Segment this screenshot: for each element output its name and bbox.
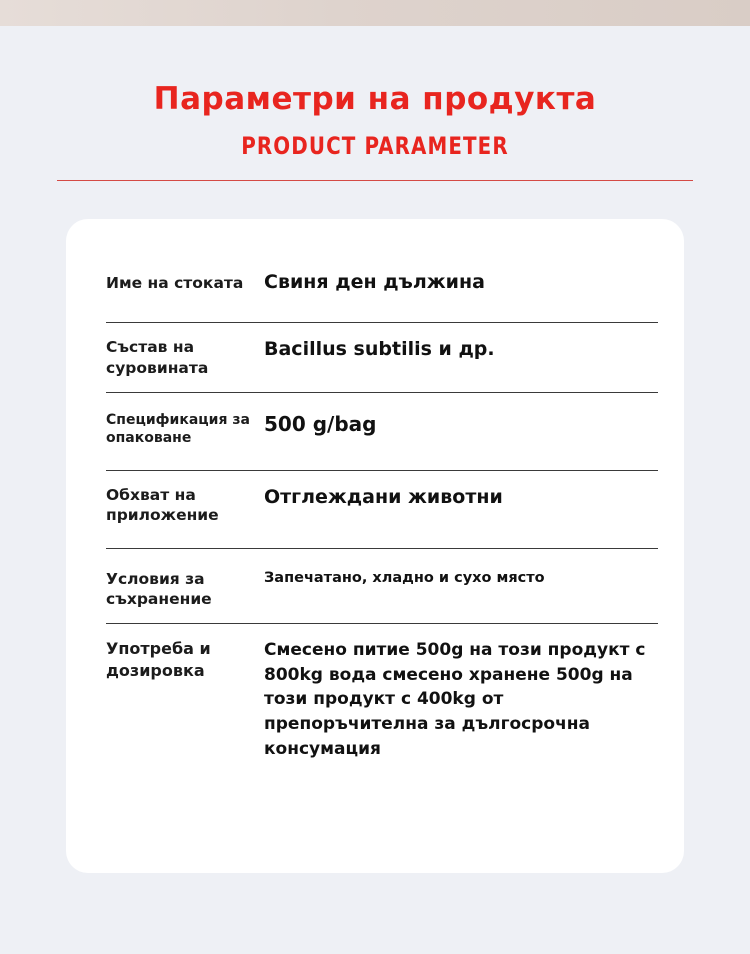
header-divider [57,180,693,181]
parameter-card [66,219,684,873]
row-label-product-name: Име на стоката [106,274,244,292]
row-value-raw-material: Bacillus subtilis и др. [264,338,495,360]
row-label-packaging-spec: Спецификация за опаковане [106,411,250,447]
table-row [106,471,658,549]
row-label-raw-material: Състав на суровината [106,338,209,377]
row-label-application-scope: Обхват на приложение [106,485,219,525]
top-decorative-strip [0,0,750,26]
page-title: Параметри на продукта [153,81,597,117]
row-label-storage-conditions: Условия за съхранение [106,569,212,609]
table-row [106,323,658,393]
table-row [106,549,658,625]
row-value-packaging-spec: 500 g/bag [264,411,377,436]
row-value-application-scope: Отглеждани животни [264,485,503,508]
page-header [0,26,750,160]
row-value-storage-conditions: Запечатано, хладно и сухо място [264,569,545,586]
table-row [106,393,658,471]
top-strip-gradient [0,0,750,26]
row-value-product-name: Свиня ден дължина [264,271,485,293]
table-row [106,624,658,774]
table-row [106,259,658,323]
row-value-usage-dosage: Смесено питие 500g на този продукт с 800kg вода смесено хранене 500g на този продукт с 400kg от препоръчителна за дългосрочна консумация [264,640,646,759]
parameter-table [106,259,658,774]
page-subtitle: PRODUCT PARAMETER [241,132,509,161]
row-label-usage-dosage: Употреба и дозировка [106,639,211,680]
